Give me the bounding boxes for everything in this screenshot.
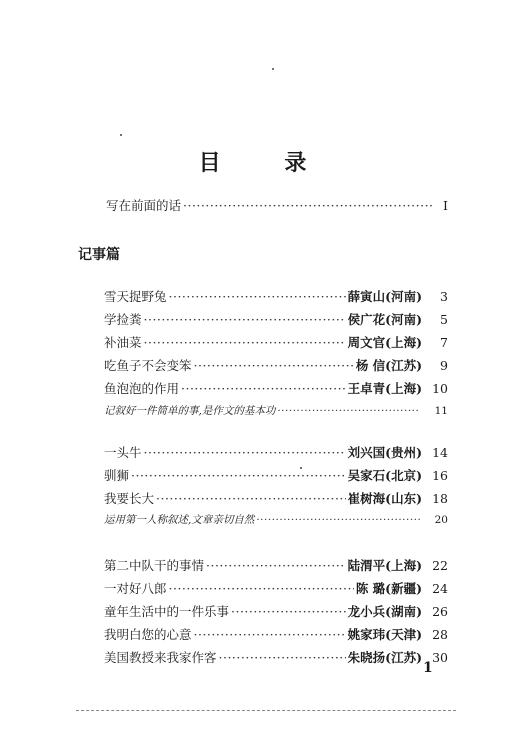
section-heading: 记事篇 — [78, 247, 120, 263]
preface-page: I — [443, 198, 448, 213]
dot-leader — [131, 468, 346, 483]
dot-leader — [256, 514, 420, 526]
entry-author: 杨 信(江苏) — [355, 358, 422, 373]
entry-title: 鱼泡泡的作用 — [104, 381, 180, 396]
preface-title: 写在前面的话 — [106, 198, 182, 213]
entry-page: 30 — [432, 650, 448, 665]
entry-author: 龙小兵(湖南) — [347, 604, 422, 619]
entry-page: 9 — [440, 358, 448, 373]
entry-author: 崔树海(山东) — [347, 491, 422, 506]
entry-page: 7 — [440, 335, 448, 350]
entry-page: 18 — [432, 491, 448, 506]
toc-entry[interactable] — [104, 443, 448, 461]
dot-leader — [219, 650, 346, 665]
entry-title: 补油菜 — [104, 335, 142, 350]
entry-page: 26 — [432, 604, 448, 619]
entry-page: 28 — [432, 627, 448, 642]
entry-title: 童年生活中的一件乐事 — [104, 604, 230, 619]
entry-page: 16 — [432, 468, 448, 483]
entry-title: 吃鱼子不会变笨 — [104, 358, 192, 373]
toc-entry[interactable] — [104, 466, 448, 484]
dot-leader — [144, 312, 346, 327]
entry-title: 我要长大 — [104, 491, 155, 506]
dot-leader — [206, 558, 346, 573]
entry-title: 第二中队干的事情 — [104, 558, 205, 573]
entry-title: 驯狮 — [104, 468, 130, 483]
entry-page: 3 — [440, 289, 448, 304]
entry-title: 记叙好一件简单的事,是作文的基本功 — [104, 405, 276, 417]
toc-entry[interactable] — [104, 579, 448, 597]
entry-title: 一头牛 — [104, 445, 142, 460]
entry-author: 侯广花(河南) — [347, 312, 422, 327]
entry-author: 王卓青(上海) — [347, 381, 422, 396]
entry-author: 陆渭平(上海) — [347, 558, 422, 573]
dot-leader — [144, 335, 346, 350]
entry-author: 姚家玮(天津) — [347, 627, 422, 642]
entry-title: 美国教授来我家作客 — [104, 650, 217, 665]
entry-author: 薛寅山(河南) — [347, 289, 422, 304]
entry-title: 运用第一人称叙述,文章亲切自然 — [104, 514, 255, 526]
toc-entry[interactable] — [104, 356, 448, 374]
entry-title: 一对好八郎 — [104, 581, 167, 596]
toc-entry[interactable] — [104, 333, 448, 351]
toc-entry[interactable] — [104, 556, 448, 574]
dot-leader — [194, 627, 346, 642]
scan-speck — [120, 134, 122, 136]
toc-preface[interactable] — [106, 196, 448, 214]
entry-title: 我明白您的心意 — [104, 627, 192, 642]
page-number: 1 — [423, 660, 433, 676]
entry-page: 22 — [432, 558, 448, 573]
dot-leader — [169, 289, 346, 304]
toc-entry[interactable] — [104, 625, 448, 643]
dot-leader — [231, 604, 346, 619]
entry-author: 陈 璐(新疆) — [355, 581, 422, 596]
dot-leader — [144, 445, 346, 460]
entry-page: 11 — [434, 405, 448, 417]
entry-author: 吴家石(北京) — [347, 468, 422, 483]
bottom-divider — [76, 710, 456, 711]
entry-author: 周文官(上海) — [347, 335, 422, 350]
toc-entry[interactable] — [104, 379, 448, 397]
toc-entry[interactable] — [104, 648, 448, 666]
entry-page: 5 — [440, 312, 448, 327]
dot-leader — [194, 358, 354, 373]
toc-entry[interactable] — [104, 489, 448, 507]
scan-speck — [272, 68, 274, 70]
entry-author: 朱晓扬(江苏) — [347, 650, 422, 665]
dot-leader — [156, 491, 346, 506]
toc-entry[interactable] — [104, 287, 448, 305]
entry-page: 24 — [432, 581, 448, 596]
toc-entry[interactable] — [104, 602, 448, 620]
dot-leader — [183, 198, 434, 213]
page-title: 目 录 — [198, 150, 335, 176]
entry-title: 学捡粪 — [104, 312, 142, 327]
dot-leader — [181, 381, 346, 396]
entry-title: 雪天捉野兔 — [104, 289, 167, 304]
dot-leader — [169, 581, 354, 596]
entry-page: 10 — [432, 381, 448, 396]
toc-entry[interactable] — [104, 403, 448, 418]
entry-author: 刘兴国(贵州) — [347, 445, 422, 460]
entry-page: 20 — [434, 514, 448, 526]
toc-entry[interactable] — [104, 512, 448, 527]
dot-leader — [277, 405, 420, 417]
toc-entry[interactable] — [104, 310, 448, 328]
entry-page: 14 — [432, 445, 448, 460]
